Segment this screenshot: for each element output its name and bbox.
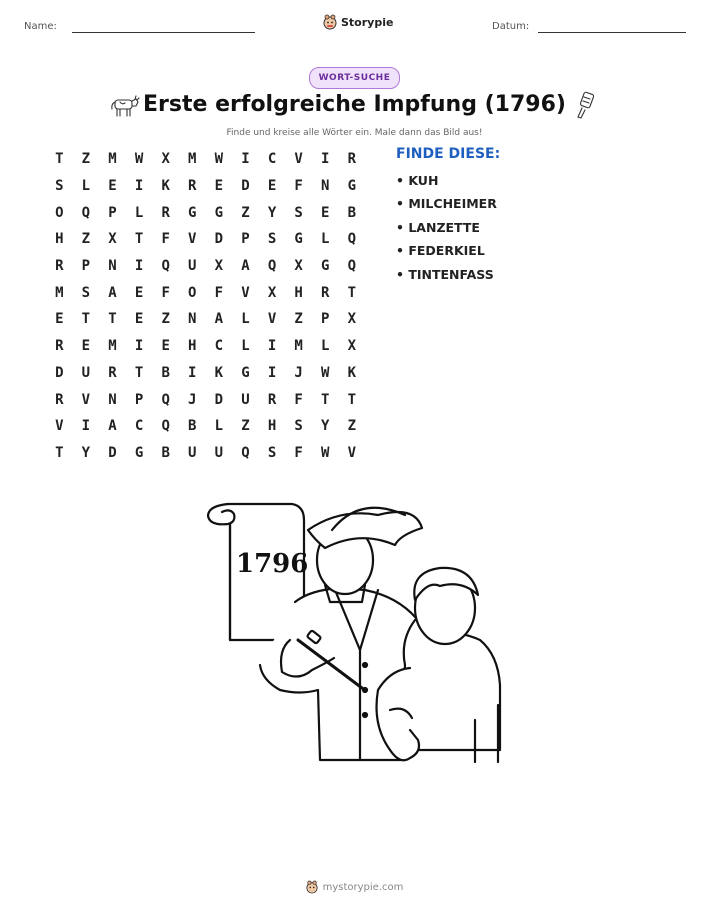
word-item: • KUH bbox=[396, 173, 439, 188]
grid-row bbox=[46, 279, 365, 306]
grid-letter[interactable]: X bbox=[267, 284, 277, 301]
grid-row bbox=[46, 333, 365, 360]
grid-letter[interactable]: W bbox=[134, 151, 144, 168]
grid-letter[interactable]: Z bbox=[241, 418, 250, 435]
grid-letter[interactable]: L bbox=[321, 231, 330, 248]
grid-letter[interactable]: I bbox=[134, 258, 144, 275]
grid-letter[interactable]: T bbox=[347, 284, 357, 301]
grid-letter[interactable]: V bbox=[347, 444, 357, 461]
grid-letter[interactable]: R bbox=[55, 338, 64, 355]
grid-letter[interactable]: E bbox=[267, 178, 277, 195]
name-label: Name: bbox=[24, 21, 57, 32]
grid-letter[interactable]: Z bbox=[81, 151, 91, 168]
grid-letter[interactable]: F bbox=[294, 391, 303, 408]
grid-letter[interactable]: V bbox=[267, 311, 277, 328]
grid-letter[interactable]: L bbox=[214, 418, 224, 435]
grid-letter[interactable]: E bbox=[214, 178, 224, 195]
grid-letter[interactable]: V bbox=[81, 391, 91, 408]
grid-letter[interactable]: T bbox=[108, 311, 117, 328]
grid-letter[interactable]: E bbox=[134, 284, 144, 301]
grid-letter[interactable]: Z bbox=[161, 311, 170, 328]
grid-row bbox=[46, 413, 365, 440]
grid-letter[interactable]: Z bbox=[241, 204, 250, 221]
grid-letter[interactable]: H bbox=[267, 418, 277, 435]
grid-letter[interactable]: E bbox=[161, 338, 170, 355]
grid-letter[interactable]: F bbox=[294, 178, 303, 195]
grid-letter[interactable]: E bbox=[55, 311, 64, 328]
grid-letter[interactable]: E bbox=[321, 204, 330, 221]
grid-letter[interactable]: O bbox=[55, 204, 64, 221]
grid-letter[interactable]: L bbox=[134, 204, 144, 221]
grid-letter[interactable]: N bbox=[108, 258, 117, 275]
lancet-icon bbox=[573, 89, 599, 125]
grid-letter[interactable]: E bbox=[81, 338, 91, 355]
grid-letter[interactable]: G bbox=[321, 258, 330, 275]
grid-letter[interactable]: R bbox=[108, 364, 117, 381]
grid-letter[interactable]: R bbox=[347, 151, 357, 168]
grid-letter[interactable]: H bbox=[294, 284, 303, 301]
grid-letter[interactable]: U bbox=[188, 258, 197, 275]
grid-letter[interactable]: N bbox=[321, 178, 330, 195]
grid-letter[interactable]: K bbox=[214, 364, 224, 381]
grid-letter[interactable]: C bbox=[214, 338, 224, 355]
grid-letter[interactable]: I bbox=[267, 364, 277, 381]
grid-letter[interactable]: D bbox=[241, 178, 250, 195]
grid-letter[interactable]: Q bbox=[267, 258, 277, 275]
grid-letter[interactable]: R bbox=[55, 258, 64, 275]
grid-letter[interactable]: N bbox=[108, 391, 117, 408]
storypie-logo-icon bbox=[306, 880, 318, 894]
grid-letter[interactable]: B bbox=[161, 444, 170, 461]
grid-letter[interactable]: S bbox=[267, 231, 277, 248]
grid-letter[interactable]: Y bbox=[267, 204, 277, 221]
grid-letter[interactable]: K bbox=[161, 178, 170, 195]
grid-letter[interactable]: E bbox=[134, 311, 144, 328]
grid-letter[interactable]: T bbox=[55, 151, 64, 168]
grid-letter[interactable]: C bbox=[267, 151, 277, 168]
grid-letter[interactable]: F bbox=[214, 284, 224, 301]
brand bbox=[323, 14, 393, 30]
grid-letter[interactable]: I bbox=[134, 338, 144, 355]
grid-letter[interactable]: A bbox=[108, 418, 117, 435]
grid-letter[interactable]: P bbox=[241, 231, 250, 248]
grid-letter[interactable]: B bbox=[161, 364, 170, 381]
grid-letter[interactable]: P bbox=[134, 391, 144, 408]
grid-letter[interactable]: Q bbox=[241, 444, 250, 461]
grid-letter[interactable]: M bbox=[108, 338, 117, 355]
grid-letter[interactable]: D bbox=[108, 444, 117, 461]
grid-row bbox=[46, 440, 365, 467]
tag-label: WORT-SUCHE bbox=[309, 67, 401, 89]
grid-letter[interactable]: Q bbox=[81, 204, 91, 221]
grid-letter[interactable]: G bbox=[347, 178, 357, 195]
grid-letter[interactable]: U bbox=[188, 444, 197, 461]
grid-letter[interactable]: A bbox=[108, 284, 117, 301]
grid-letter[interactable]: X bbox=[347, 311, 357, 328]
grid-row bbox=[46, 226, 365, 253]
grid-letter[interactable]: T bbox=[55, 444, 64, 461]
grid-letter[interactable]: S bbox=[294, 418, 303, 435]
grid-letter[interactable]: Z bbox=[294, 311, 303, 328]
find-list-title: FINDE DIESE: bbox=[396, 146, 501, 162]
grid-letter[interactable]: T bbox=[321, 391, 330, 408]
grid-letter[interactable]: U bbox=[214, 444, 224, 461]
grid-row bbox=[46, 360, 365, 387]
grid-letter[interactable]: T bbox=[134, 231, 144, 248]
grid-letter[interactable]: B bbox=[188, 418, 197, 435]
grid-letter[interactable]: X bbox=[161, 151, 170, 168]
grid-letter[interactable]: S bbox=[294, 204, 303, 221]
grid-letter[interactable]: R bbox=[267, 391, 277, 408]
date-label: Datum: bbox=[492, 21, 530, 32]
grid-letter[interactable]: O bbox=[188, 284, 197, 301]
grid-row bbox=[46, 199, 365, 226]
page-title: Erste erfolgreiche Impfung (1796) bbox=[143, 92, 566, 117]
grid-letter[interactable]: M bbox=[55, 284, 64, 301]
grid-letter[interactable]: J bbox=[294, 364, 303, 381]
grid-letter[interactable]: G bbox=[214, 204, 224, 221]
grid-letter[interactable]: H bbox=[55, 231, 64, 248]
brand-name: Storypie bbox=[341, 15, 394, 29]
word-search-tag bbox=[0, 67, 709, 89]
grid-letter[interactable]: W bbox=[321, 444, 330, 461]
grid-letter[interactable]: M bbox=[108, 151, 117, 168]
grid-letter[interactable]: P bbox=[321, 311, 330, 328]
word-item: • MILCHEIMER bbox=[396, 196, 497, 212]
grid-letter[interactable]: Q bbox=[347, 258, 357, 275]
grid-letter[interactable]: I bbox=[241, 151, 250, 168]
grid-letter[interactable]: A bbox=[214, 311, 224, 328]
grid-row bbox=[46, 146, 365, 173]
grid-letter[interactable]: D bbox=[55, 364, 64, 381]
grid-letter[interactable]: Y bbox=[321, 418, 330, 435]
grid-letter[interactable]: S bbox=[55, 178, 64, 195]
grid-letter[interactable]: D bbox=[214, 391, 224, 408]
grid-letter[interactable]: R bbox=[321, 284, 330, 301]
grid-letter[interactable]: T bbox=[134, 364, 144, 381]
grid-letter[interactable]: X bbox=[347, 338, 357, 355]
grid-letter[interactable]: P bbox=[81, 258, 91, 275]
grid-row bbox=[46, 386, 365, 413]
grid-letter[interactable]: G bbox=[134, 444, 144, 461]
grid-row bbox=[46, 306, 365, 333]
grid-letter[interactable]: I bbox=[321, 151, 330, 168]
grid-letter[interactable]: X bbox=[108, 231, 117, 248]
grid-letter[interactable]: V bbox=[294, 151, 303, 168]
grid-letter[interactable]: V bbox=[241, 284, 250, 301]
grid-letter[interactable]: L bbox=[241, 311, 250, 328]
grid-letter[interactable]: I bbox=[188, 364, 197, 381]
grid-letter[interactable]: Q bbox=[161, 391, 170, 408]
grid-letter[interactable]: I bbox=[81, 418, 91, 435]
word-item: • TINTENFASS bbox=[396, 266, 494, 282]
grid-letter[interactable]: T bbox=[347, 391, 357, 408]
grid-letter[interactable]: L bbox=[81, 178, 91, 195]
grid-letter[interactable]: U bbox=[81, 364, 91, 381]
grid-letter[interactable]: B bbox=[347, 204, 357, 221]
grid-letter[interactable]: H bbox=[188, 338, 197, 355]
grid-letter[interactable]: G bbox=[188, 204, 197, 221]
grid-row bbox=[46, 173, 365, 200]
word-list bbox=[396, 172, 497, 289]
grid-letter[interactable]: F bbox=[294, 444, 303, 461]
grid-letter[interactable]: E bbox=[108, 178, 117, 195]
grid-letter[interactable]: G bbox=[294, 231, 303, 248]
instructions: Finde und kreise alle Wörter ein. Male dann das Bild aus! bbox=[226, 128, 483, 138]
grid-letter[interactable]: S bbox=[81, 284, 91, 301]
grid-letter[interactable]: R bbox=[161, 204, 170, 221]
footer-url[interactable]: mystorypie.com bbox=[322, 881, 404, 893]
grid-letter[interactable]: L bbox=[241, 338, 250, 355]
grid-letter[interactable]: R bbox=[55, 391, 64, 408]
grid-letter[interactable]: X bbox=[294, 258, 303, 275]
word-item: • FEDERKIEL bbox=[396, 243, 485, 259]
grid-letter[interactable]: N bbox=[188, 311, 197, 328]
footer bbox=[0, 880, 709, 894]
grid-letter[interactable]: T bbox=[81, 311, 91, 328]
grid-row bbox=[46, 253, 365, 280]
grid-letter[interactable]: V bbox=[188, 231, 197, 248]
grid-letter[interactable]: Y bbox=[81, 444, 91, 461]
grid-letter[interactable]: L bbox=[321, 338, 330, 355]
grid-letter[interactable]: F bbox=[161, 284, 170, 301]
grid-letter[interactable]: M bbox=[294, 338, 303, 355]
grid-letter[interactable]: U bbox=[241, 391, 250, 408]
grid-letter[interactable]: Z bbox=[347, 418, 357, 435]
scroll-year: 1796 bbox=[236, 549, 309, 579]
grid-letter[interactable]: G bbox=[241, 364, 250, 381]
grid-letter[interactable]: X bbox=[214, 258, 224, 275]
grid-letter[interactable]: Q bbox=[161, 418, 170, 435]
date-line[interactable] bbox=[538, 32, 686, 33]
grid-letter[interactable]: W bbox=[214, 151, 224, 168]
grid-letter[interactable]: S bbox=[267, 444, 277, 461]
grid-letter[interactable]: M bbox=[188, 151, 197, 168]
grid-letter[interactable]: K bbox=[347, 364, 357, 381]
grid-letter[interactable]: P bbox=[108, 204, 117, 221]
grid-letter[interactable]: J bbox=[188, 391, 197, 408]
grid-letter[interactable]: Z bbox=[81, 231, 91, 248]
grid-letter[interactable]: Q bbox=[347, 231, 357, 248]
coloring-illustration[interactable] bbox=[200, 490, 510, 794]
word-item: • LANZETTE bbox=[396, 219, 480, 235]
name-line[interactable] bbox=[72, 32, 255, 33]
grid-letter[interactable]: W bbox=[321, 364, 330, 381]
grid-letter[interactable]: V bbox=[55, 418, 64, 435]
grid-letter[interactable]: A bbox=[241, 258, 250, 275]
storypie-logo-icon bbox=[323, 14, 337, 30]
grid-letter[interactable]: Q bbox=[161, 258, 170, 275]
grid-letter[interactable]: D bbox=[214, 231, 224, 248]
grid-letter[interactable]: I bbox=[134, 178, 144, 195]
grid-letter[interactable]: I bbox=[267, 338, 277, 355]
grid-letter[interactable]: R bbox=[188, 178, 197, 195]
grid-letter[interactable]: C bbox=[134, 418, 144, 435]
letter-grid[interactable] bbox=[46, 146, 365, 466]
grid-letter[interactable]: F bbox=[161, 231, 170, 248]
